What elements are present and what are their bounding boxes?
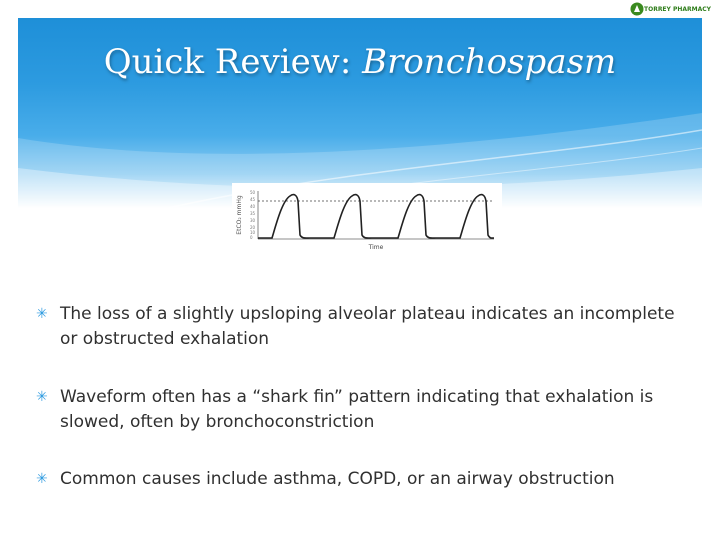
list-item — [36, 302, 696, 352]
x-axis-label: Time — [368, 244, 384, 251]
y-tick: 50 — [250, 190, 256, 195]
asterisk-bullet-icon: ✳ — [36, 306, 48, 322]
capnography-waveform — [232, 183, 502, 253]
bullet-text: The loss of a slightly upsloping alveolar plateau indicates an incomplete or obstructed exhalation — [60, 304, 675, 349]
leaf-icon — [630, 2, 644, 16]
title-prefix: Quick Review: — [103, 42, 363, 82]
asterisk-bullet-icon: ✳ — [36, 389, 48, 405]
title-emphasis: Bronchospasm — [362, 42, 617, 82]
y-tick: 20 — [250, 225, 256, 230]
page-title — [0, 42, 720, 82]
y-tick: 0 — [250, 235, 253, 240]
list-item — [36, 385, 696, 435]
y-tick: 35 — [250, 211, 256, 216]
asterisk-bullet-icon: ✳ — [36, 471, 48, 487]
y-tick: 30 — [250, 218, 256, 223]
bullet-text: Common causes include asthma, COPD, or an airway obstruction — [60, 469, 615, 489]
bullet-text: Waveform often has a “shark fin” pattern indicating that exhalation is slowed, often by bronchoconstriction — [60, 387, 654, 432]
capnography-figure — [232, 183, 502, 253]
y-axis-label: EtCO₂ mmHg — [236, 195, 243, 235]
y-tick: 45 — [250, 197, 256, 202]
logo-text: TORREY PHARMACY — [644, 6, 712, 13]
y-tick: 10 — [250, 230, 256, 235]
list-item — [36, 467, 615, 492]
y-ticks — [250, 190, 256, 240]
y-tick: 40 — [250, 204, 256, 209]
